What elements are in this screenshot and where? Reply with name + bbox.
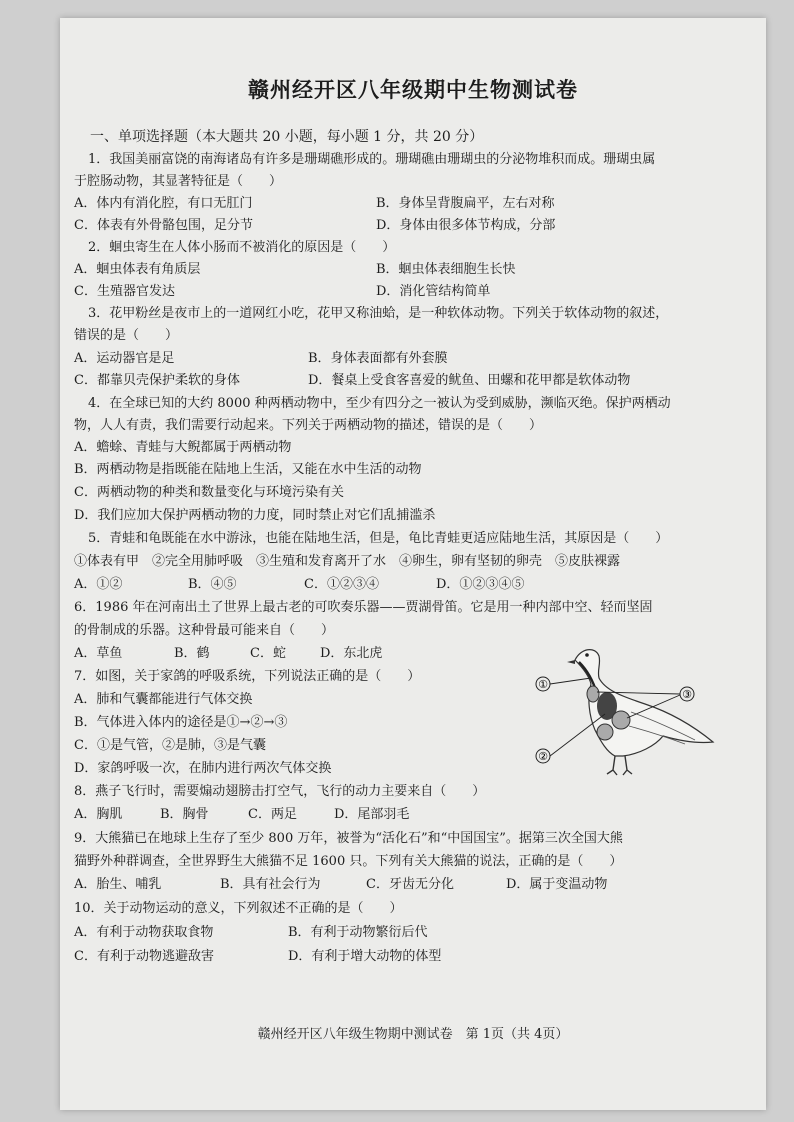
label-2-leader	[550, 714, 605, 756]
q3-option-a: A．运动器官是足	[74, 351, 175, 366]
bird-eye	[585, 653, 589, 657]
label-2: ②	[538, 750, 548, 763]
q6-option-d: D．东北虎	[320, 646, 383, 661]
q1-option-b: B．身体呈背腹扁平，左右对称	[376, 196, 555, 211]
q8-stem: 8．燕子飞行时，需要煽动翅膀击打空气，飞行的动力主要来自（ ）	[74, 784, 486, 799]
q10-option-b: B．有利于动物繁衍后代	[288, 925, 428, 940]
q6-option-b: B．鹤	[174, 646, 210, 661]
q1-stem-cont: 于腔肠动物，其显著特征是（ ）	[74, 174, 283, 189]
q2-stem: 2．蛔虫寄生在人体小肠而不被消化的原因是（ ）	[88, 240, 396, 255]
q7-option-b: B．气体进入体内的途径是①→②→③	[74, 715, 288, 730]
bird-leg	[607, 756, 617, 775]
section-heading: 一、单项选择题（本大题共 20 小题，每小题 1 分，共 20 分）	[90, 129, 484, 145]
bird-leg	[623, 756, 632, 775]
q8-option-d: D．尾部羽毛	[334, 807, 410, 822]
q5-option-c: C．①②③④	[304, 577, 379, 592]
q1-stem: 1．我国美丽富饶的南海诸岛有许多是珊瑚礁形成的。珊瑚礁由珊瑚虫的分泌物堆积而成。珊瑚虫属	[88, 152, 656, 167]
q4-option-c: C．两栖动物的种类和数量变化与环境污染有关	[74, 485, 344, 500]
q1-option-a: A．体内有消化腔，有口无肛门	[74, 196, 253, 211]
label-1-leader	[550, 678, 591, 684]
q8-option-a: A．胸肌	[74, 807, 123, 822]
q4-stem-cont: 物，人人有责，我们需要行动起来。下列关于两栖动物的描述，错误的是（ ）	[74, 418, 543, 433]
label-1: ①	[538, 678, 548, 691]
q2-option-b: B．蛔虫体表细胞生长快	[376, 262, 516, 277]
pigeon-respiratory-diagram	[535, 638, 725, 778]
q3-option-c: C．都靠贝壳保护柔软的身体	[74, 373, 240, 388]
bird-beak	[567, 660, 575, 664]
bird-body-outline	[575, 650, 713, 756]
q6-option-c: C．蛇	[250, 646, 286, 661]
q3-stem: 3．花甲粉丝是夜市上的一道网红小吃，花甲又称油蛤，是一种软体动物。下列关于软体动物的叙述，	[88, 306, 669, 321]
q5-stem: 5．青蛙和龟既能在水中游泳，也能在陆地生活，但是，龟比青蛙更适应陆地生活，其原因是（ ）	[88, 531, 669, 546]
q9-stem-cont: 猫野外种群调查，全世界野生大熊猫不足 1600 只。下列有关大熊猫的说法，正确的是（ ）	[74, 854, 623, 869]
q10-stem: 10．关于动物运动的意义，下列叙述不正确的是（ ）	[74, 901, 403, 916]
q4-stem: 4．在全球已知的大约 8000 种两栖动物中，至少有四分之一被认为受到威胁，濒临灭绝。保护两栖动	[88, 396, 671, 411]
q8-option-b: B．胸骨	[160, 807, 209, 822]
q4-option-d: D．我们应加大保护两栖动物的力度，同时禁止对它们乱捕滥杀	[74, 508, 436, 523]
q9-stem: 9．大熊猫已在地球上生存了至少 800 万年，被誉为“活化石”和“中国国宝”。据第三次全国大熊	[74, 831, 623, 846]
q9-option-c: C．牙齿无分化	[366, 877, 454, 892]
exam-page	[60, 18, 766, 1110]
q8-option-c: C．两足	[248, 807, 297, 822]
q1-option-d: D．身体由很多体节构成，分部	[376, 218, 556, 233]
q7-option-a: A．肺和气囊都能进行气体交换	[74, 692, 253, 707]
q2-option-d: D．消化管结构简单	[376, 284, 491, 299]
q2-option-c: C．生殖器官发达	[74, 284, 175, 299]
q7-stem: 7．如图，关于家鸽的呼吸系统，下列说法正确的是（ ）	[74, 669, 421, 684]
q10-option-c: C．有利于动物逃避敌害	[74, 949, 214, 964]
q5-option-a: A．①②	[74, 577, 123, 592]
q4-option-b: B．两栖动物是指既能在陆地上生活，又能在水中生活的动物	[74, 462, 422, 477]
q3-stem-cont: 错误的是（ ）	[74, 328, 179, 343]
q6-stem: 6．1986 年在河南出土了世界上最古老的可吹奏乐器——贾湖骨笛。它是用一种内部中空、轻而坚固	[74, 600, 653, 615]
q4-option-a: A．蟾蜍、青蛙与大鲵都属于两栖动物	[74, 440, 292, 455]
air-sac	[612, 711, 630, 729]
air-sac	[587, 686, 599, 702]
q10-option-a: A．有利于动物获取食物	[74, 925, 214, 940]
q9-option-a: A．胎生、哺乳	[74, 877, 162, 892]
q3-option-d: D．餐桌上受食客喜爱的鱿鱼、田螺和花甲都是软体动物	[308, 373, 631, 388]
q9-option-d: D．属于变温动物	[506, 877, 608, 892]
q5-option-b: B．④⑤	[188, 577, 237, 592]
air-sac	[597, 724, 613, 740]
q7-option-d: D．家鸽呼吸一次，在肺内进行两次气体交换	[74, 761, 332, 776]
q7-option-c: C．①是气管，②是肺，③是气囊	[74, 738, 266, 753]
q9-option-b: B．具有社会行为	[220, 877, 321, 892]
q1-option-c: C．体表有外骨骼包围，足分节	[74, 218, 253, 233]
q6-option-a: A．草鱼	[74, 646, 123, 661]
q6-stem-cont: 的骨制成的乐器。这种骨最可能来自（ ）	[74, 623, 335, 638]
exam-title: 赣州经开区八年级期中生物测试卷	[248, 77, 578, 102]
q3-option-b: B．身体表面都有外套膜	[308, 351, 448, 366]
page-footer: 赣州经开区八年级生物期中测试卷 第 1页（共 4页）	[257, 1027, 569, 1042]
label-3: ③	[682, 688, 692, 701]
q5-option-d: D．①②③④⑤	[436, 577, 525, 592]
q2-option-a: A．蛔虫体表有角质层	[74, 262, 201, 277]
q10-option-d: D．有利于增大动物的体型	[288, 949, 442, 964]
q5-items: ①体表有甲 ②完全用肺呼吸 ③生殖和发育离开了水 ④卵生，卵有坚韧的卵壳 ⑤皮肤裸露	[74, 554, 621, 569]
